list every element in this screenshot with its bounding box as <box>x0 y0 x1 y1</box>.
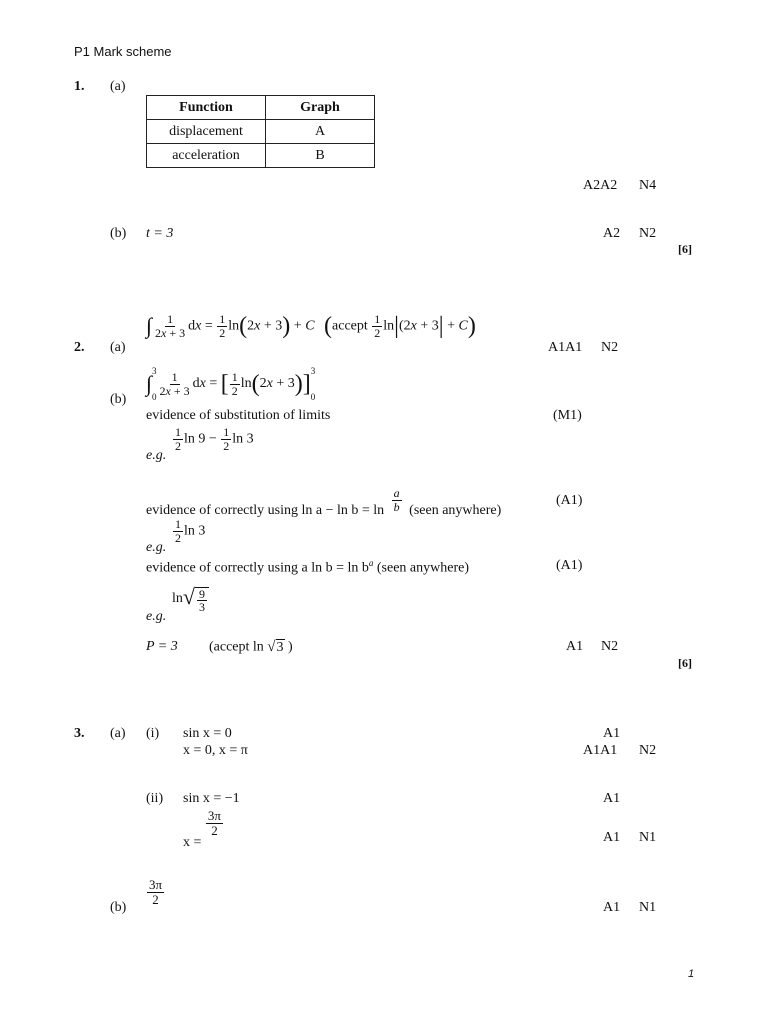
q1-part-b-label: (b) <box>110 226 127 241</box>
q2b-eg3-expression: ln√ $\frac{9}{3}$ <box>172 584 209 614</box>
q3-part-i-label: (i) <box>146 726 160 741</box>
q2b-definite-integral: ∫ 3 0 $\frac{1}{2x + 3}$ dx = [ $\frac{1}{2}$ ln(2x + 3)] 3 0 <box>146 366 316 402</box>
q1-number: 1. <box>74 79 85 94</box>
q2a-integral-expression: ∫ $\frac{1}{2x + 3}$ dx = $\frac{1}{2}$ ln(2x + 3) + C (accept $\frac{1}{2}$ ln|(2x + 3| + C) <box>146 312 476 340</box>
step3-sup: a <box>368 558 374 568</box>
table-cell: acceleration <box>147 144 266 168</box>
q3-ii-num: 3π <box>207 808 221 823</box>
table-row <box>147 120 375 144</box>
q3b-note: N1 <box>639 900 657 915</box>
eg-label: e.g. <box>146 448 167 463</box>
q3-ii-eq2 <box>183 808 224 851</box>
q3-number: 3. <box>74 726 85 741</box>
q2a-note: N2 <box>601 340 619 355</box>
q2b-final-answer: P = 3 <box>146 639 178 654</box>
q1b-note: N2 <box>639 226 657 241</box>
table-header-graph: Graph <box>266 96 375 120</box>
q3-ii-eq1: sin x = −1 <box>183 791 240 806</box>
q1b-answer: t = 3 <box>146 226 174 241</box>
table-cell: A <box>266 120 375 144</box>
q3-part-b-label: (b) <box>110 900 127 915</box>
step2-text-a: evidence of correctly using ln a − ln b = ln <box>146 503 385 519</box>
q3b-num: 3π <box>149 877 163 892</box>
q3b-den: 2 <box>152 891 159 907</box>
page-title: P1 Mark scheme <box>74 44 172 59</box>
page-number: 1 <box>688 968 695 980</box>
q2b-step1-mark: (M1) <box>553 408 582 423</box>
q2-number: 2. <box>74 340 85 355</box>
q2-total: [6] <box>678 656 692 670</box>
q3-i-eq1-mark: A1 <box>603 726 621 741</box>
q3-ii-den: 2 <box>211 822 218 838</box>
q2b-final-mark: A1 <box>566 639 584 654</box>
q2b-step3-text <box>146 558 469 577</box>
q2a-marks: A1A1 <box>548 340 583 355</box>
q2b-eg2-expression: $\frac{1}{2}$ ln 3 <box>175 517 206 545</box>
step2-text-b: (seen anywhere) <box>409 503 502 519</box>
accept-text: (accept ln <box>209 639 264 655</box>
q3-ii-eq1-mark: A1 <box>603 791 621 806</box>
q3-ii-note: N1 <box>639 830 657 845</box>
q3-part-a-label: (a) <box>110 726 126 741</box>
q2b-step1-text: evidence of substitution of limits <box>146 408 331 423</box>
q2b-step2-mark: (A1) <box>556 493 583 508</box>
q2-part-b-label: (b) <box>110 392 127 407</box>
q1-part-a-label: (a) <box>110 79 126 94</box>
table-cell: displacement <box>147 120 266 144</box>
q3-ii-mark: A1 <box>603 830 621 845</box>
table-cell: B <box>266 144 375 168</box>
q3-i-eq2-note: N2 <box>639 743 657 758</box>
table-header-function: Function <box>147 96 266 120</box>
q1a-note: N4 <box>639 178 657 193</box>
q2b-step2-text: evidence of correctly using ln a − ln b = ln $\frac{a}{b}$ (seen anywhere) <box>146 486 502 519</box>
table-header-row <box>147 96 375 120</box>
eg-label: e.g. <box>146 609 167 624</box>
q1-total: [6] <box>678 242 692 256</box>
q3-i-eq2-mark: A1A1 <box>583 743 618 758</box>
q2b-final-accept: (accept ln √3 ) <box>209 639 293 655</box>
q3-i-eq1: sin x = 0 <box>183 726 232 741</box>
q3-ii-x: x = <box>183 835 202 851</box>
q2-part-a-label: (a) <box>110 340 126 355</box>
step3-text-b: (seen anywhere) <box>376 560 470 576</box>
accept-word: accept <box>332 318 368 334</box>
table-row <box>147 144 375 168</box>
q3b-expression <box>146 878 165 906</box>
step3-text-a: evidence of correctly using a ln b = ln b <box>146 560 369 576</box>
q1b-marks: A2 <box>603 226 621 241</box>
q2b-final-note: N2 <box>601 639 619 654</box>
eg-label: e.g. <box>146 540 167 555</box>
q2b-eg1-expression: $\frac{1}{2}$ ln 9 − $\frac{1}{2}$ ln 3 <box>175 425 254 453</box>
function-graph-table <box>146 95 375 168</box>
q1a-marks: A2A2 <box>583 178 618 193</box>
q3-part-ii-label: (ii) <box>146 791 164 806</box>
q3b-mark: A1 <box>603 900 621 915</box>
q3-i-eq2: x = 0, x = π <box>183 743 248 758</box>
q2b-step3-mark: (A1) <box>556 558 583 573</box>
